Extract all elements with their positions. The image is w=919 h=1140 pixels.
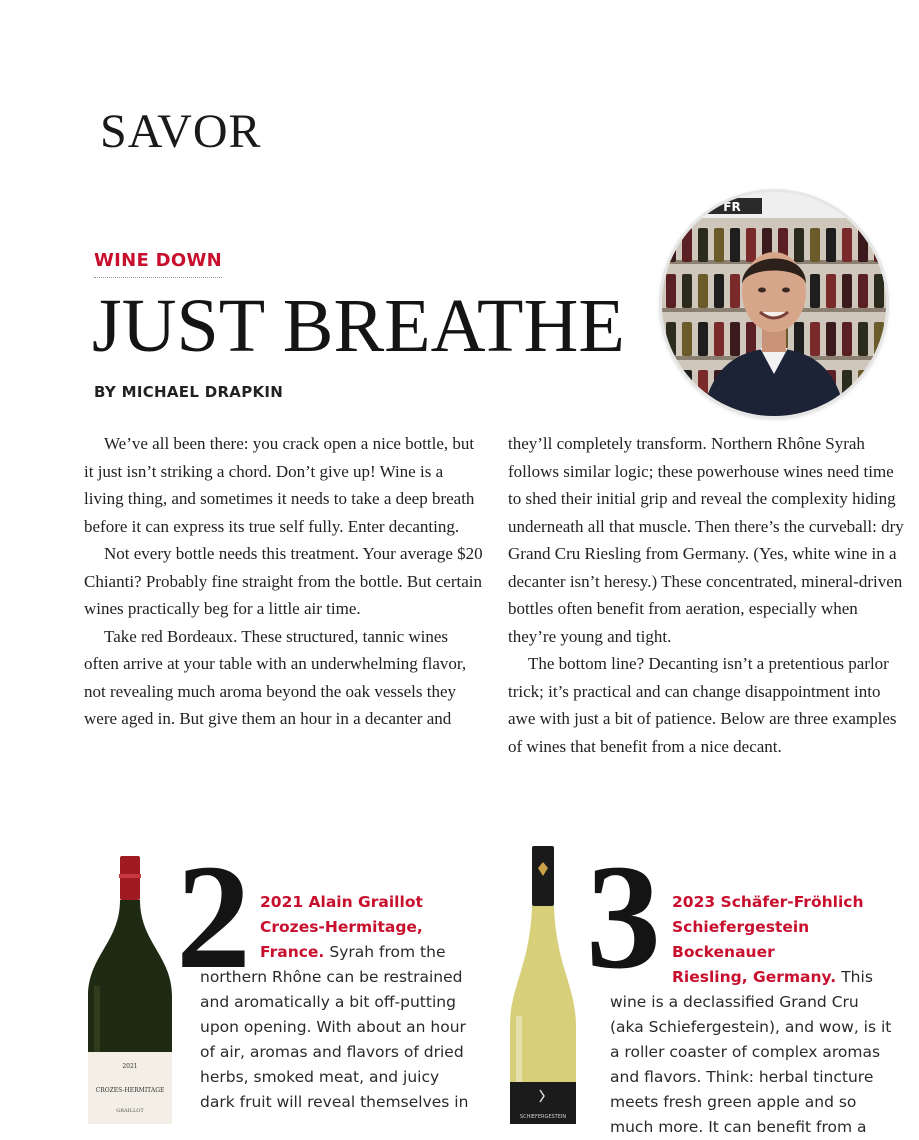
shelf-bottle: [826, 274, 836, 308]
wine-bottle-image: [502, 846, 584, 1124]
shelf-bottle: [682, 322, 692, 356]
shelf-bottle: [794, 228, 804, 262]
shelf-bottle: [714, 228, 724, 262]
shelf-bottle: [682, 274, 692, 308]
shelf-bottle: [858, 370, 868, 404]
wine-description-line: (aka Schiefergestein), and wow, is it: [610, 1018, 892, 1036]
shelf-bottle: [682, 370, 692, 404]
wine-description-intro: Syrah from the: [329, 943, 446, 961]
recommendation-2: [200, 890, 490, 1115]
shelf-bottle: [714, 322, 724, 356]
shelf-bottle: [794, 322, 804, 356]
shelf-bottle: [698, 228, 708, 262]
shelf-bottle: [810, 228, 820, 262]
article-column-left: [84, 430, 484, 733]
wine-title-line: 2021 Alain Graillot: [260, 893, 423, 911]
recommendation-number: 3: [586, 834, 661, 1000]
wine-description-line: northern Rhône can be restrained: [200, 968, 463, 986]
shelf-bottle: [730, 228, 740, 262]
shelf-bottle: [714, 274, 724, 308]
recommendation-number: 2: [176, 834, 251, 1000]
wine-description-line: a roller coaster of complex aromas: [610, 1043, 881, 1061]
headline: JUST BREATHE: [92, 284, 625, 368]
shelf-bottle: [666, 228, 676, 262]
shelf-bottle: [698, 322, 708, 356]
article-column-right: [508, 430, 904, 760]
label-producer: GRAILLOT: [116, 1108, 144, 1114]
shelf-bottle: [842, 322, 852, 356]
paragraph: Take red Bordeaux. These structured, tannic wines often arrive at your table with an underwhelming flavor, not revealing much aroma beyond the oak vessels they were aged in. But give them an hour in a decanter and: [84, 626, 467, 728]
author-photo: [662, 192, 886, 416]
wine-description-line: much more. It can benefit from a: [610, 1118, 867, 1136]
label-vintage: 2021: [122, 1063, 138, 1070]
paragraph: they’ll completely transform. Northern Rhône Syrah follows similar logic; these powerhouse wines need time to shed their initial grip and reveal the complexity hiding underneath all that muscle. Then there’s the curveball: dry Grand Cru Riesling from Germany. (Yes, white wine in a decanter isn’t heresy.) These concentrated, mineral-driven bottles often benefit from aeration, especially when they’re young and tight.: [508, 434, 904, 646]
wine-title-line: Crozes-Hermitage,: [260, 918, 423, 936]
wine-title-line: Riesling, Germany.: [672, 968, 837, 986]
shelf-bottle: [730, 322, 740, 356]
wine-description-line: dark fruit will reveal themselves in: [200, 1093, 469, 1111]
byline: BY MICHAEL DRAPKIN: [94, 383, 284, 401]
column-kicker: WINE DOWN: [94, 250, 222, 278]
shelf-bottle: [874, 274, 884, 308]
shelf-bottle: [842, 274, 852, 308]
wine-description-line: of air, aromas and flavors of dried: [200, 1043, 464, 1061]
wine-description-line: herbs, smoked meat, and juicy: [200, 1068, 440, 1086]
wine-title-line: 2023 Schäfer-Fröhlich: [672, 893, 864, 911]
shelf-bottle: [842, 370, 852, 404]
shelf-bottle: [698, 274, 708, 308]
shelf-bottle: [746, 228, 756, 262]
shelf-bottle: [666, 322, 676, 356]
shelf-bottle: [730, 274, 740, 308]
shelf-bottle: [826, 322, 836, 356]
wine-title-line: Schiefergestein Bockenauer: [672, 918, 810, 961]
shelf-bottle: [842, 228, 852, 262]
label-name: SCHIEFERGESTEIN: [519, 1114, 567, 1120]
shelf-bottle: [826, 228, 836, 262]
wine-description-line: upon opening. With about an hour: [200, 1018, 466, 1036]
shelf-bottle: [858, 228, 868, 262]
wine-description-line: wine is a declassified Grand Cru: [610, 993, 859, 1011]
shelf-bottle: [874, 322, 884, 356]
shelf-bottle: [666, 370, 676, 404]
wine-description-line: meets fresh green apple and so: [610, 1093, 857, 1111]
photo-sign-text: FR: [723, 200, 741, 214]
recommendation-3: [610, 890, 910, 1140]
paragraph: The bottom line? Decanting isn’t a pretentious parlor trick; it’s practical and can change disappointment into awe with just a bit of patience. Below are three examples of wines that benefit from a nice decant.: [508, 654, 897, 756]
shelf-bottle: [666, 274, 676, 308]
shelf-bottle: [858, 322, 868, 356]
paragraph: We’ve all been there: you crack open a nice bottle, but it just isn’t striking a chord. Don’t give up! Wine is a living thing, and sometimes it needs to take a deep breath before it can express its true self fully. Enter decanting.: [84, 434, 475, 536]
label-name: CROZES-HERMITAGE: [95, 1087, 165, 1094]
wine-description-line: and aromatically a bit off-putting: [200, 993, 456, 1011]
section-name: SAVOR: [100, 105, 262, 158]
shelf-bottle: [858, 274, 868, 308]
wine-description-intro: This: [841, 968, 873, 986]
shelf-bottle: [874, 228, 884, 262]
wine-title-line: France.: [260, 943, 325, 961]
shelf-bottle: [810, 274, 820, 308]
shelf-bottle: [810, 322, 820, 356]
shelf-bottle: [698, 370, 708, 404]
paragraph: Not every bottle needs this treatment. Your average $20 Chianti? Probably fine straight from the bottle. But certain wines practically beg for a little air time.: [84, 544, 483, 618]
wine-bottle-image: [84, 856, 176, 1124]
shelf-bottle: [874, 370, 884, 404]
shelf-bottle: [682, 228, 692, 262]
wine-description-line: and flavors. Think: herbal tincture: [610, 1068, 874, 1086]
